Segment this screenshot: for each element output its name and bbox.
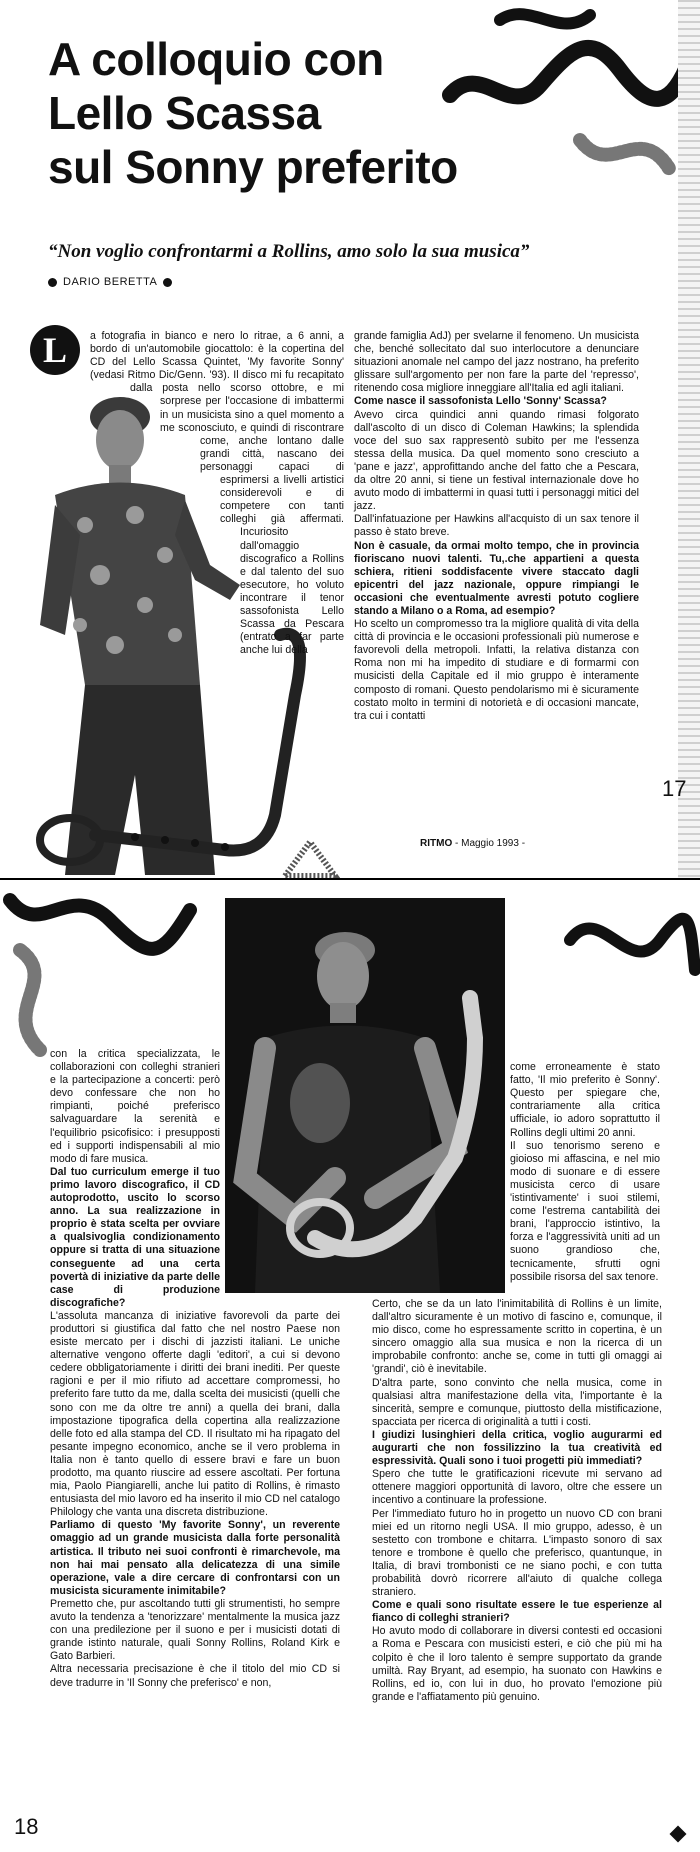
paragraph: Certo, che se da un lato l'inimitabilità di Rollins è un limite, dall'altro sicuramente è un motivo di fascino e, comunque, il mio disco, come ho espressamente scritto in copertina, è un sincero omaggio alla sua musica e non la ricerca di un improbabile confronto: anche se, come in tutti gli omaggi ai 'grandi', ciò è inevitabile. — [372, 1298, 662, 1376]
page-number: 17 — [662, 776, 687, 801]
bullet-icon — [48, 278, 57, 287]
paragraph: grande famiglia AdJ) per svelarne il fenomeno. Un musicista che, benché sollecitato dal suo interlocutore a denunciare situazioni anomale nel campo del jazz nostrano, ha preferito glissare sull'argomento per non fare la parte del 'represso', ritenendo cosa migliore inneggiare all'Italia ed agli italiani. — [354, 330, 639, 395]
page-footer — [420, 838, 525, 849]
title-line: A colloquio con — [48, 33, 384, 85]
interview-question: Come e quali sono risultate essere le tue esperienze al fianco di colleghi stranieri? — [372, 1599, 662, 1625]
paragraph: con la critica specializzata, le collaborazioni con colleghi stranieri e la partecipazione a concerti: però devo confessare che non ho rimpianti, poiché preferisco salvaguardare la serenità e l'equilibrio psicofisico: i presupposti ed i supporti indispensabili al mio modo di fare musica. — [50, 1048, 220, 1165]
page-number: 18 — [14, 1814, 39, 1839]
decorative-dotted-squiggle — [0, 940, 70, 1060]
decorative-triangle — [280, 838, 340, 878]
paragraph: Altra necessaria precisazione è che il titolo del mio CD si deve tradurre in 'Il Sonny che preferisco' e non, — [50, 1663, 340, 1689]
byline — [48, 276, 172, 288]
article-column-1 — [50, 1048, 340, 1690]
paragraph: Dall'infatuazione per Hawkins all'acquisto di un sax tenore il passo è stato breve. — [354, 513, 639, 539]
author-name: DARIO BERETTA — [63, 276, 158, 288]
article-column-2 — [372, 1298, 662, 1704]
interview-question: I giudizi lusinghieri della critica, voglio augurarmi ed augurarti che non fossilizzino la tua creatività ed espressività. Quali sono i tuoi progetti più immediati? — [372, 1428, 662, 1468]
adjacent-page-edge — [678, 0, 700, 880]
paragraph: a fotografia in bianco e nero lo ritrae, a 6 anni, a bordo di un'automobile giocattolo: è la copertina del CD del Lello Scassa Quintet, 'My favorite Sonny' (vedasi Ritmo Dic/Genn. '93). Il disco mi fu recapitato dalla posta nello scorso ottobre, e mi sorprese per l'occasione di imbattermi in un musicista sino a quel momento a me sconosciuto, e quindi di riscontrare come, anche lontano dalle grandi città, nascano dei personaggi capaci di esprimersi a livelli artistici considerevoli e di competere con tanti colleghi già affermati. Incuriosito dall'omaggio discografico a Rollins e dal talento del suo esecutore, ho voluto incontrare il tenor sassofonista Lello Scassa da Pescara (entrato a far parte anche lui della — [90, 330, 344, 657]
article-column-1 — [90, 330, 344, 658]
magazine-name: RITMO — [420, 838, 453, 849]
interview-question: Dal tuo curriculum emerge il tuo primo lavoro discografico, il CD autoprodotto, uscito lo scorso anno. La sua realizzazione in proprio è stata scelta per ovviare a qualsivoglia condizionamento oppure si tratta di una situazione conseguente ad una certa povertà di iniziative da parte delle case di produzione discografiche? — [50, 1165, 220, 1309]
interview-question: Come nasce il sassofonista Lello 'Sonny' Scassa? — [354, 395, 607, 408]
article-title — [48, 32, 498, 194]
article-column-2-top — [510, 1048, 660, 1297]
paragraph: Per l'immediato futuro ho in progetto un nuovo CD con brani miei ed un ritorno negli USA. Il mio gruppo, adesso, è un sestetto con trombone e chitarra. L'impasto sonoro di sax tenore e trombone è quello che preferisco, quantunque, in Italia, di bravi trombonisti ce ne siano pochi, e con tutta probabilità dovrò ricorrere all'aiuto di qualche collega straniero. — [372, 1507, 662, 1599]
paragraph: Premetto che, pur ascoltando tutti gli strumentisti, ho sempre avuto la tendenza a 'tenorizzare' mentalmente la musica jazz con una predilezione per il suono e per i musicisti dotati di grande istinto naturale, quali Sonny Rollins, Roland Kirk e Gato Barbieri. — [50, 1597, 340, 1663]
decorative-dotted-squiggle — [570, 120, 690, 210]
paragraph: Ho avuto modo di collaborare in diversi contesti ed occasioni a Roma e Pescara con musicisti esteri, e ciò che più mi ha colpito è che il loro talento è sempre supportato da grande umiltà. Ray Bryant, ad esempio, ha suonato con Hawkins e Rollins, ed io, con lui in duo, ho provato l'emozione più grande e l'affiatamento più genuino. — [372, 1625, 662, 1703]
interview-question: Parliamo di questo 'My favorite Sonny', un reverente omaggio ad un grande musicista dalla forte personalità artistica. Il tributo nei suoi confronti è rimarchevole, ma non hai mai pensato alla delicatezza di una simile operazione, vale a dire cercare di confrontarsi con un musicista sicuramente inimitabile? — [50, 1519, 340, 1597]
paragraph: Avevo circa quindici anni quando rimasi folgorato dall'ascolto di un disco di Coleman Hawkins; la splendida voce del suo sax rappresentò subito per me l'essenza stessa della musica. Da quel momento sono cresciuto a 'pane e jazz', approfittando anche del fatto che a Pescara, da oltre 20 anni, si tiene un festival internazionale dove ho avuto modo di imbattermi in quasi tutti i personaggi mitici del jazz. — [354, 408, 639, 513]
paragraph: Ho scelto un compromesso tra la migliore qualità di vita della città di provincia e le occasioni professionali più numerose e favorevoli della metropoli. Infatti, la relativa distanza con Roma non mi ha impedito di studiare e di formarmi con musicisti della Capitale ed il mio gruppo è interamente composto di romani. Questo pendolarismo mi è sicuramente costato molto in termini di notorietà e di occasioni mancate, tra cui i contatti — [354, 618, 639, 722]
title-line: Lello Scassa — [48, 87, 321, 139]
paragraph: L'assoluta mancanza di iniziative favorevoli da parte dei produttori si giustifica dal fatto che nel nostro Paese non esiste mercato per i dischi di jazzisti italiani. Le uniche alternative vengono offerte dagli 'editori', a cui si devono cedere obbligatoriamente i diritti dei brani inediti. Per queste ragioni e per il mio rifiuto ad accettare compromessi, ho preferito fare tutto da me, dalla scelta dei musicisti (quelli che sono con me da oltre tre anni) a quella dei brani, dalla impostazione tipografica della copertina alla realizzazione delle foto ed alla stampa del CD. Il risultato mi ha ripagato del pesante impegno economico, anche se il vero problema in Italia non è tanto quello di essere bravi e fare un buon prodotto, ma quanto riuscire ad essere ascoltati. Per fortuna mia, Paolo Piangiarelli, anche lui patito di Rollins, è rimasto entusiasta del mio lavoro ed ha inserito il mio CD nel catalogo Philology che vanta una discreta distribuzione. — [50, 1309, 340, 1519]
bullet-icon — [163, 278, 172, 287]
decorative-squiggle — [560, 900, 700, 1010]
article-column-2 — [354, 330, 639, 723]
paragraph: Spero che tutte le gratificazioni ricevute mi servano ad ottenere maggiori opportunità di lavoro, oltre che essere un incentivo a continuare la professione. — [372, 1468, 662, 1507]
drop-cap: L — [30, 325, 80, 375]
paragraph: come erroneamente è stato fatto, 'Il mio preferito è Sonny'. Questo per spiegare che, contrariamente alla critica ufficiale, io adoro soprattutto il Rollins degli ultimi 20 anni. Il suo tenorismo sereno e gioioso mi affascina, e nel mio modo di suonare e di essere musicista cerco di usare 'istintivamente' i suoi stilemi, come l'estrema cantabilità dei brani, l'approccio istintivo, la forza e l'aggressività uniti ad un suono grandioso che, tecnicamente, sfrutti ogni possibile risorsa del sax tenore. — [510, 1061, 660, 1283]
issue-date: - Maggio 1993 - — [455, 838, 526, 849]
interview-question: Non è casuale, da ormai molto tempo, che in provincia fioriscano nuovi talenti. Tu,.che appartieni a questa schiera, ritieni soddisfacente vivere staccato dagli epicentri del jazz nazionale, oppure rimpiangi le occasioni che eventualmente avresti potuto cogliere stando a Milano o a Roma, ad esempio? — [354, 539, 639, 617]
end-mark-icon — [670, 1826, 687, 1843]
magazine-page-18 — [0, 880, 700, 1852]
article-subtitle: “Non voglio confrontarmi a Rollins, amo solo la sua musica” — [48, 241, 530, 262]
paragraph: D'altra parte, sono convinto che nella musica, come in qualsiasi altra manifestazione della vita, l'importante è la sincerità, sempre e comunque, piuttosto della mistificazione, spacciata per ricerca di originalità a tutti i costi. — [372, 1376, 662, 1428]
title-line: sul Sonny preferito — [48, 141, 458, 193]
magazine-page-17 — [0, 0, 700, 880]
